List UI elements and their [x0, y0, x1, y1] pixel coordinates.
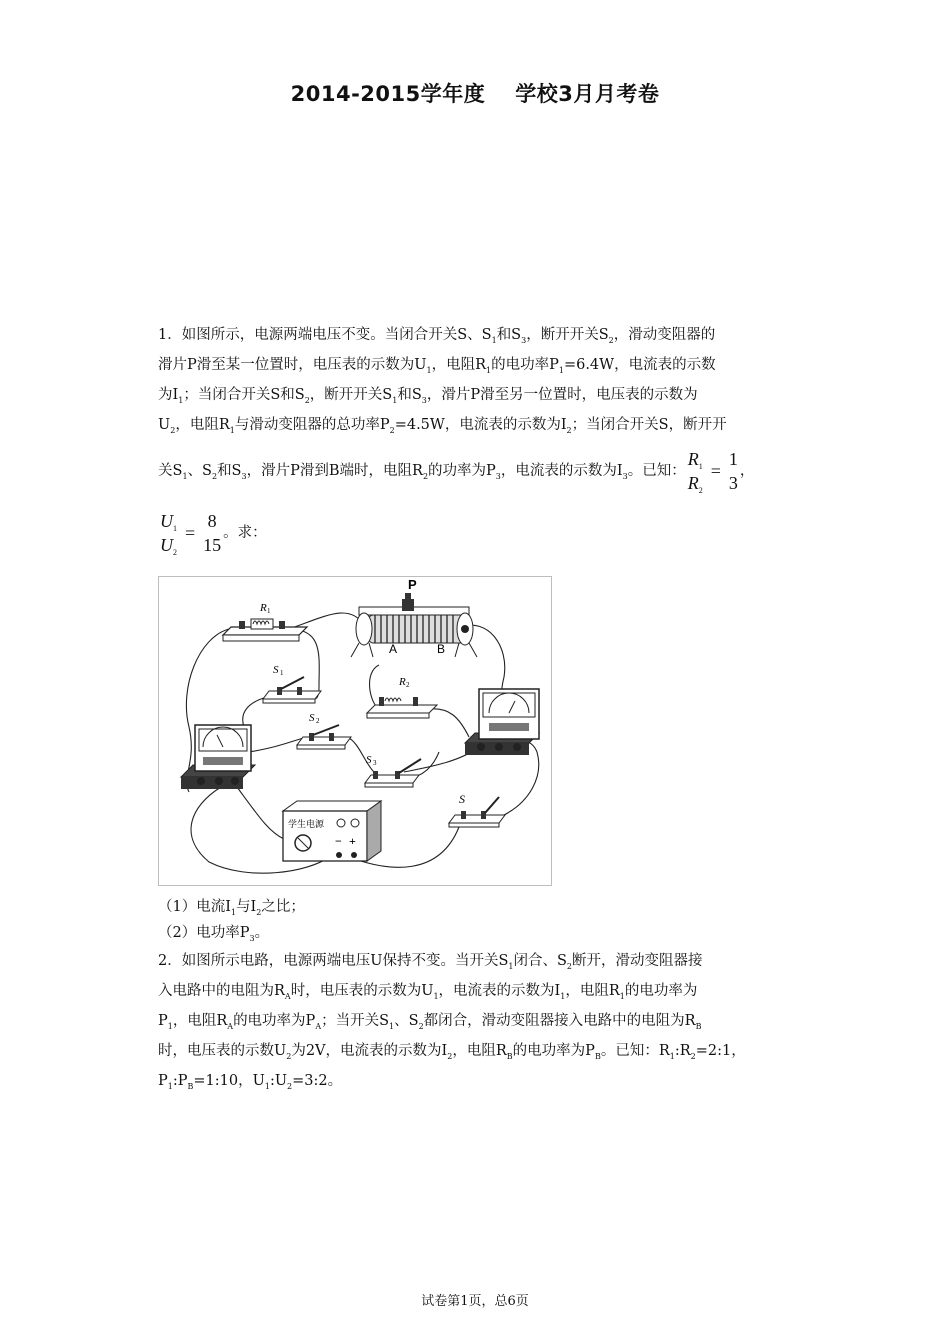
subscript: 1 — [619, 992, 625, 1001]
text: 。已知：R — [600, 1043, 670, 1059]
fraction-u1-u2 — [160, 509, 177, 557]
text: ，电流表的示数为I — [438, 983, 561, 999]
text: 为2V，电流表的示数为I — [291, 1043, 448, 1059]
text: 2．如图所示电路，电源两端电压U保持不变。当开关S — [158, 953, 509, 969]
switch-s1 — [263, 664, 321, 703]
subscript: 1 — [392, 396, 398, 405]
text: ，断开开关S — [309, 387, 393, 403]
subscript: 3 — [249, 934, 255, 943]
subscript: 3 — [241, 472, 247, 481]
text: 关S — [158, 463, 183, 479]
page-footer: 试卷第1页，总6页 — [421, 1294, 529, 1309]
equals-sign: = — [710, 461, 721, 481]
text: ；当闭合开关S和S — [183, 387, 305, 403]
frac-den: R — [687, 473, 699, 493]
switch-s — [449, 792, 505, 827]
q2-line-2 — [158, 976, 808, 1006]
frac-num: R — [687, 449, 699, 469]
text: 的电功率P — [491, 357, 559, 373]
q1-part-1 — [158, 894, 808, 920]
subscript: 1 — [264, 1082, 270, 1091]
frac-den: U — [160, 535, 173, 555]
frac-num: 1 — [728, 449, 738, 469]
text: P — [158, 1013, 168, 1029]
subscript: 1 — [486, 366, 492, 375]
psu-label: 学生电源 — [288, 820, 325, 830]
text: ，断开开关S — [526, 327, 609, 343]
circuit-figure — [158, 576, 552, 886]
text: ，滑动变阻器的 — [613, 327, 716, 343]
text: 之比； — [261, 899, 305, 915]
text: 。已知： — [627, 463, 686, 479]
text: ；当闭合开关S，断开开 — [571, 417, 727, 433]
text: :U — [269, 1073, 288, 1089]
subscript: 2 — [418, 1022, 424, 1031]
text: =1:10，U — [193, 1073, 265, 1089]
q2-line-4 — [158, 1036, 808, 1066]
fraction-one-third — [729, 447, 738, 495]
label-s3-sub: 3 — [373, 759, 377, 767]
text: 与I — [236, 899, 257, 915]
subscript: 3 — [622, 472, 628, 481]
q2-line-3 — [158, 1006, 808, 1036]
subscript: 1 — [558, 366, 564, 375]
equals-sign: = — [185, 523, 196, 543]
subscript: 1 — [426, 366, 432, 375]
q1-line-5 — [158, 440, 808, 502]
q1-line-3 — [158, 380, 808, 410]
frac-den: 3 — [728, 473, 738, 493]
subscript: 2 — [389, 426, 395, 435]
q2-line-1 — [158, 946, 808, 976]
subscript: 1 — [698, 462, 703, 471]
subscript: 3 — [421, 396, 427, 405]
text: 。 — [254, 925, 270, 941]
subscript: 2 — [690, 1052, 696, 1061]
text: 滑片P滑至某一位置时，电压表的示数为U — [158, 357, 427, 373]
label-a: A — [389, 642, 398, 656]
text: :R — [674, 1043, 691, 1059]
subscript: 2 — [173, 548, 177, 557]
text: =3:2。 — [292, 1073, 343, 1089]
switch-s2 — [297, 712, 351, 749]
text: （2）电功率P — [158, 925, 250, 941]
subscript: 1 — [491, 336, 497, 345]
subscript: 2 — [256, 908, 262, 917]
frac-num: U — [160, 511, 173, 531]
q1-line-6 — [158, 502, 808, 564]
text: 和S — [397, 387, 422, 403]
text: ，电阻R — [175, 417, 230, 433]
subscript: 1 — [167, 1082, 173, 1091]
label-r1-sub: 1 — [267, 607, 271, 615]
subscript: B — [187, 1082, 194, 1091]
label-s1: S — [273, 664, 279, 676]
subscript: B — [594, 1052, 601, 1061]
psu-minus: − — [335, 834, 342, 848]
frac-num: 8 — [207, 511, 217, 531]
label-r2: R — [399, 676, 406, 688]
q1-line-1 — [158, 320, 808, 350]
subscript: A — [284, 992, 291, 1001]
subscript: 2 — [422, 472, 429, 481]
text: :P — [172, 1073, 188, 1089]
subscript: 2 — [304, 396, 310, 405]
text: （1）电流I — [158, 899, 231, 915]
subscript: 1 — [389, 1022, 395, 1031]
subscript: 2 — [608, 336, 614, 345]
text: P — [158, 1073, 168, 1089]
text: ，电阻R — [172, 1013, 228, 1029]
subscript: B — [506, 1052, 513, 1061]
title-school: 学校3月月考卷 — [515, 82, 660, 106]
label-s2-sub: 2 — [316, 717, 320, 725]
text: 都闭合，滑动变阻器接入电路中的电阻为R — [423, 1013, 696, 1029]
label-p: P — [408, 577, 417, 592]
text: =6.4W，电流表的示数 — [563, 357, 716, 373]
subscript: 3 — [521, 336, 527, 345]
question-1-parts-and-question-2 — [158, 894, 808, 1096]
subscript: A — [227, 1022, 234, 1031]
text: ；当开关S — [321, 1013, 390, 1029]
frac-den: 15 — [203, 535, 222, 555]
subscript: 2 — [286, 1052, 292, 1061]
text: 的电功率为P — [512, 1043, 595, 1059]
page-title — [0, 78, 950, 108]
subscript: 2 — [211, 472, 218, 481]
text: 时，电压表的示数为U — [290, 983, 434, 999]
q1-line-4 — [158, 410, 808, 440]
text: 与滑动变阻器的总功率P — [234, 417, 390, 433]
ammeter — [465, 689, 539, 755]
subscript: 1 — [173, 524, 177, 533]
fraction-8-15 — [203, 509, 221, 557]
label-s2: S — [309, 712, 315, 724]
power-supply — [283, 801, 381, 861]
fraction-r1-r2 — [688, 447, 703, 495]
q2-line-5 — [158, 1066, 808, 1096]
label-s3: S — [366, 754, 372, 766]
subscript: A — [315, 1022, 322, 1031]
text: 的电功率为P — [233, 1013, 316, 1029]
voltmeter — [181, 725, 255, 789]
text: 、S — [394, 1013, 419, 1029]
text: 入电路中的电阻为R — [158, 983, 285, 999]
label-s: S — [459, 792, 465, 806]
text: ，电阻R — [431, 357, 486, 373]
label-s1-sub: 1 — [280, 669, 284, 677]
text: U — [158, 417, 171, 433]
subscript: 1 — [178, 396, 184, 405]
q1-line-2 — [158, 350, 808, 380]
text: ，电阻R — [565, 983, 620, 999]
subscript: 1 — [167, 1022, 173, 1031]
subscript: B — [695, 1022, 702, 1031]
text: ， — [739, 463, 755, 479]
subscript: 1 — [230, 908, 237, 917]
text: 和S — [496, 327, 522, 343]
subscript: 1 — [669, 1052, 675, 1061]
resistor-r1 — [223, 602, 307, 641]
text: 的功率为P — [428, 463, 496, 479]
psu-plus: + — [349, 834, 356, 848]
text: =4.5W，电流表的示数为I — [394, 417, 567, 433]
text: ，电阻R — [452, 1043, 507, 1059]
subscript: 1 — [433, 992, 439, 1001]
question-1 — [158, 320, 808, 564]
subscript: 1 — [182, 472, 188, 481]
subscript: 2 — [698, 486, 703, 495]
text: 、S — [187, 463, 212, 479]
text: 。求： — [223, 525, 267, 541]
subscript: 1 — [508, 962, 514, 971]
rheostat — [351, 577, 477, 657]
subscript: 2 — [566, 962, 573, 971]
subscript: 1 — [560, 992, 566, 1001]
text: =2:1， — [695, 1043, 746, 1059]
text: 时，电压表的示数U — [158, 1043, 287, 1059]
subscript: 2 — [170, 426, 176, 435]
text: 1．如图所示，电源两端电压不变。当闭合开关S、S — [158, 327, 492, 343]
resistor-r2 — [367, 676, 437, 718]
text: 和S — [217, 463, 242, 479]
text: 断开，滑动变阻器接 — [572, 953, 703, 969]
subscript: 1 — [229, 426, 235, 435]
q1-part-2 — [158, 920, 808, 946]
text: 的电功率为 — [624, 983, 698, 999]
text: 闭合、S — [513, 953, 567, 969]
text: ，电流表的示数为I — [500, 463, 623, 479]
text: 为I — [158, 387, 179, 403]
subscript: 2 — [447, 1052, 453, 1061]
text: ，滑片P滑到B端时，电阻R — [246, 463, 423, 479]
subscript: 3 — [495, 472, 501, 481]
label-r2-sub: 2 — [406, 681, 410, 689]
subscript: 2 — [287, 1082, 293, 1091]
text: ，滑片P滑至另一位置时，电压表的示数为 — [426, 387, 698, 403]
label-r1: R — [260, 602, 267, 614]
subscript: 2 — [566, 426, 572, 435]
title-year: 2014-2015学年度 — [290, 82, 486, 106]
label-b: B — [437, 642, 446, 656]
